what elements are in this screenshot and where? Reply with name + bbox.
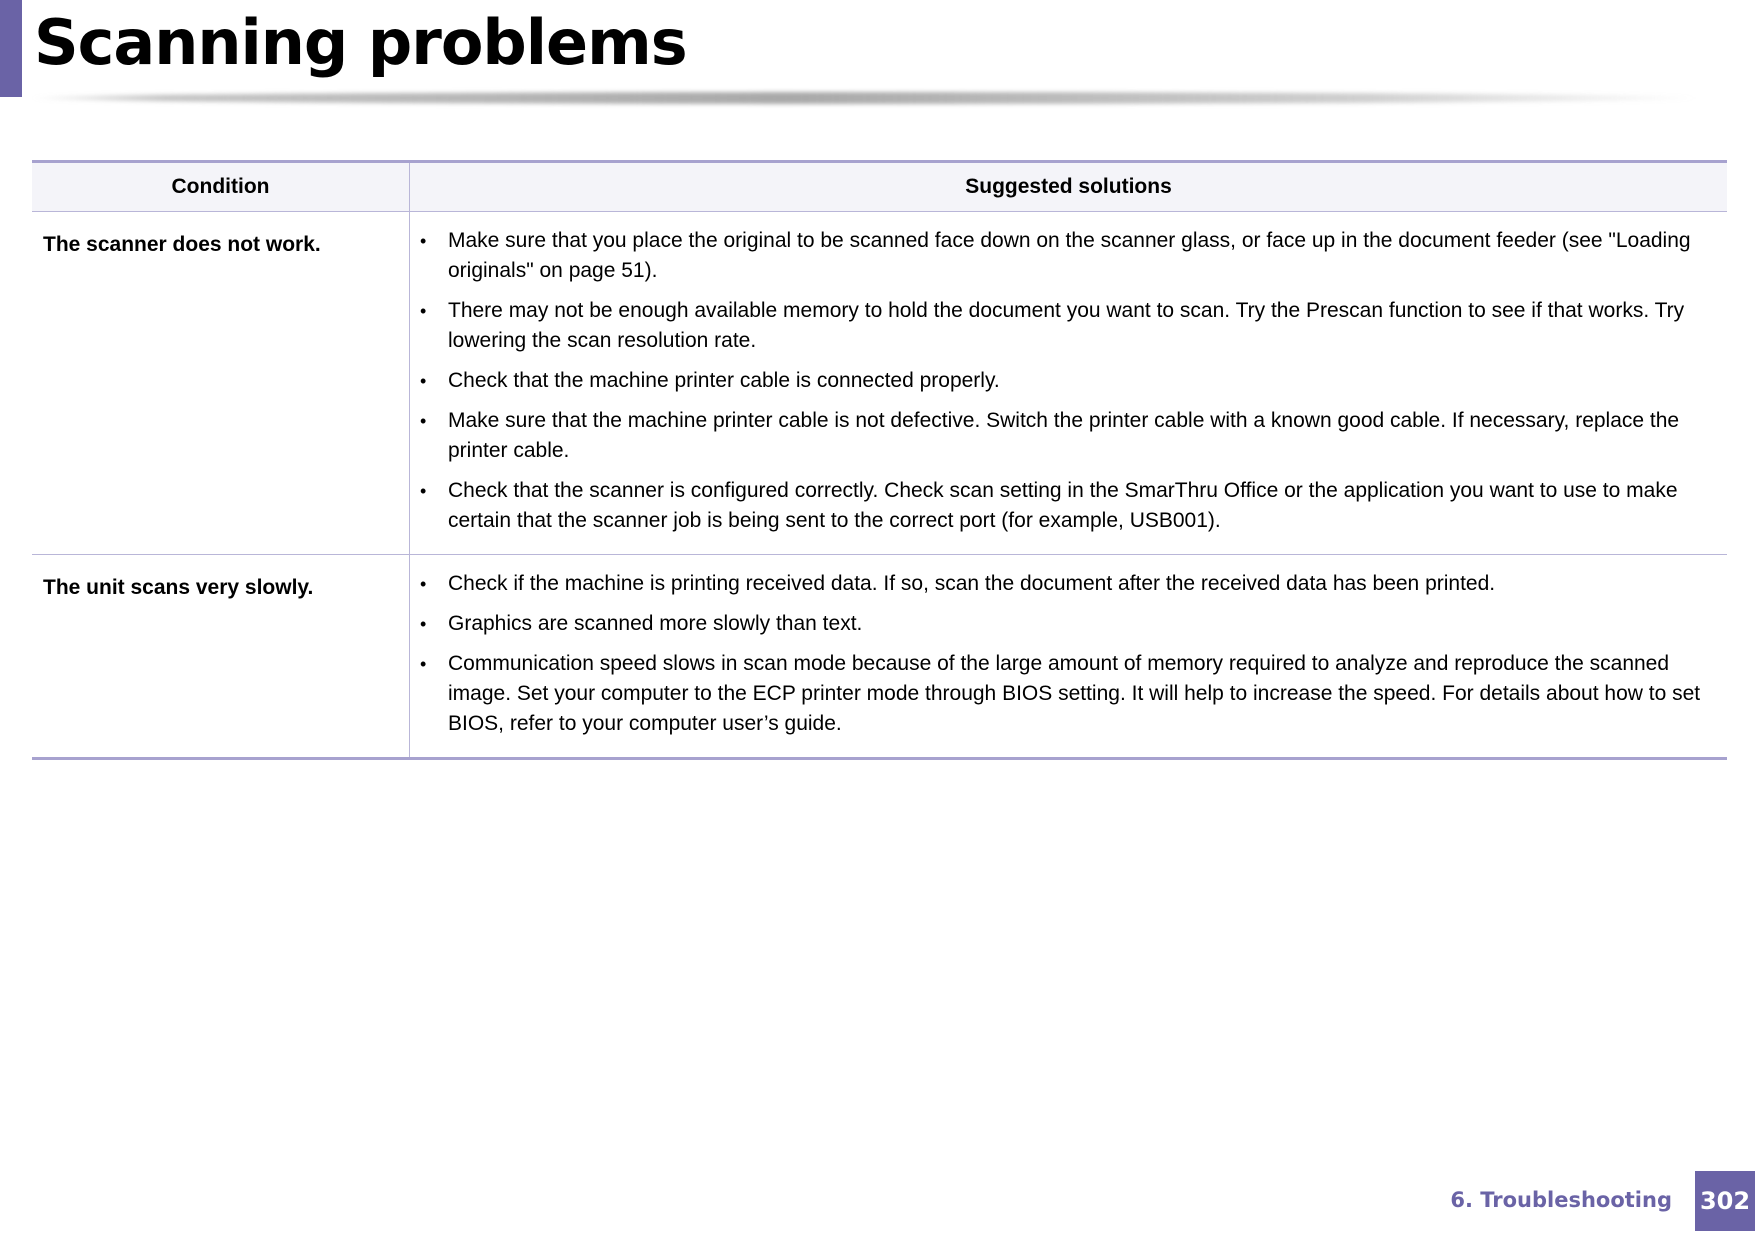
bullet-icon: • — [420, 371, 427, 391]
solution-text: Make sure that you place the original to be scanned face down on the scanner glass, or face up in the document feeder (see "Loading originals" on page 51). — [448, 229, 1691, 282]
page-title: Scanning problems — [34, 6, 687, 79]
bullet-icon: • — [420, 654, 427, 674]
solution-text: Communication speed slows in scan mode because of the large amount of memory required to analyze and reproduce the scanned image. Set your computer to the ECP printer mode through BIOS setting. It will help to increase the speed. For details about how to set BIOS, refer to your computer user’s guide. — [448, 652, 1701, 735]
solution-text: Check that the scanner is configured correctly. Check scan setting in the SmarThru Office or the application you want to use to make certain that the scanner job is being sent to the correct port (for example, USB001). — [448, 479, 1678, 532]
bullet-icon: • — [420, 301, 427, 321]
solution-text: Graphics are scanned more slowly than text. — [448, 612, 863, 635]
footer-chapter-label: 6. Troubleshooting — [1450, 1188, 1672, 1212]
solution-item — [420, 406, 1717, 466]
bullet-icon: • — [420, 231, 427, 251]
solution-item — [420, 366, 1717, 396]
solutions-cell — [410, 555, 1728, 759]
table-row — [32, 212, 1727, 555]
solution-item — [420, 569, 1717, 599]
title-accent-bar — [0, 0, 22, 97]
solutions-cell — [410, 212, 1728, 555]
condition-cell: The scanner does not work. — [32, 212, 410, 555]
column-header-solutions: Suggested solutions — [410, 162, 1728, 212]
solution-text: There may not be enough available memory to hold the document you want to scan. Try the Prescan function to see if that works. Try lowering the scan resolution rate. — [448, 299, 1685, 352]
solution-item — [420, 226, 1717, 286]
title-underline-rule — [30, 92, 1700, 104]
bullet-icon: • — [420, 574, 427, 594]
solution-text: Make sure that the machine printer cable is not defective. Switch the printer cable with a known good cable. If necessary, replace the printer cable. — [448, 409, 1680, 462]
solution-text: Check that the machine printer cable is connected properly. — [448, 369, 1000, 392]
condition-cell: The unit scans very slowly. — [32, 555, 410, 759]
solutions-list — [420, 226, 1717, 536]
solution-item — [420, 609, 1717, 639]
page-number-badge: 302 — [1695, 1171, 1755, 1231]
troubleshooting-table — [32, 160, 1727, 760]
solution-item — [420, 296, 1717, 356]
table-header-row — [32, 162, 1727, 212]
column-header-condition: Condition — [32, 162, 410, 212]
solution-text: Check if the machine is printing received data. If so, scan the document after the received data has been printed. — [448, 572, 1496, 595]
solution-item — [420, 649, 1717, 739]
solutions-list — [420, 569, 1717, 739]
bullet-icon: • — [420, 411, 427, 431]
solution-item — [420, 476, 1717, 536]
table-row — [32, 555, 1727, 759]
bullet-icon: • — [420, 481, 427, 501]
bullet-icon: • — [420, 614, 427, 634]
